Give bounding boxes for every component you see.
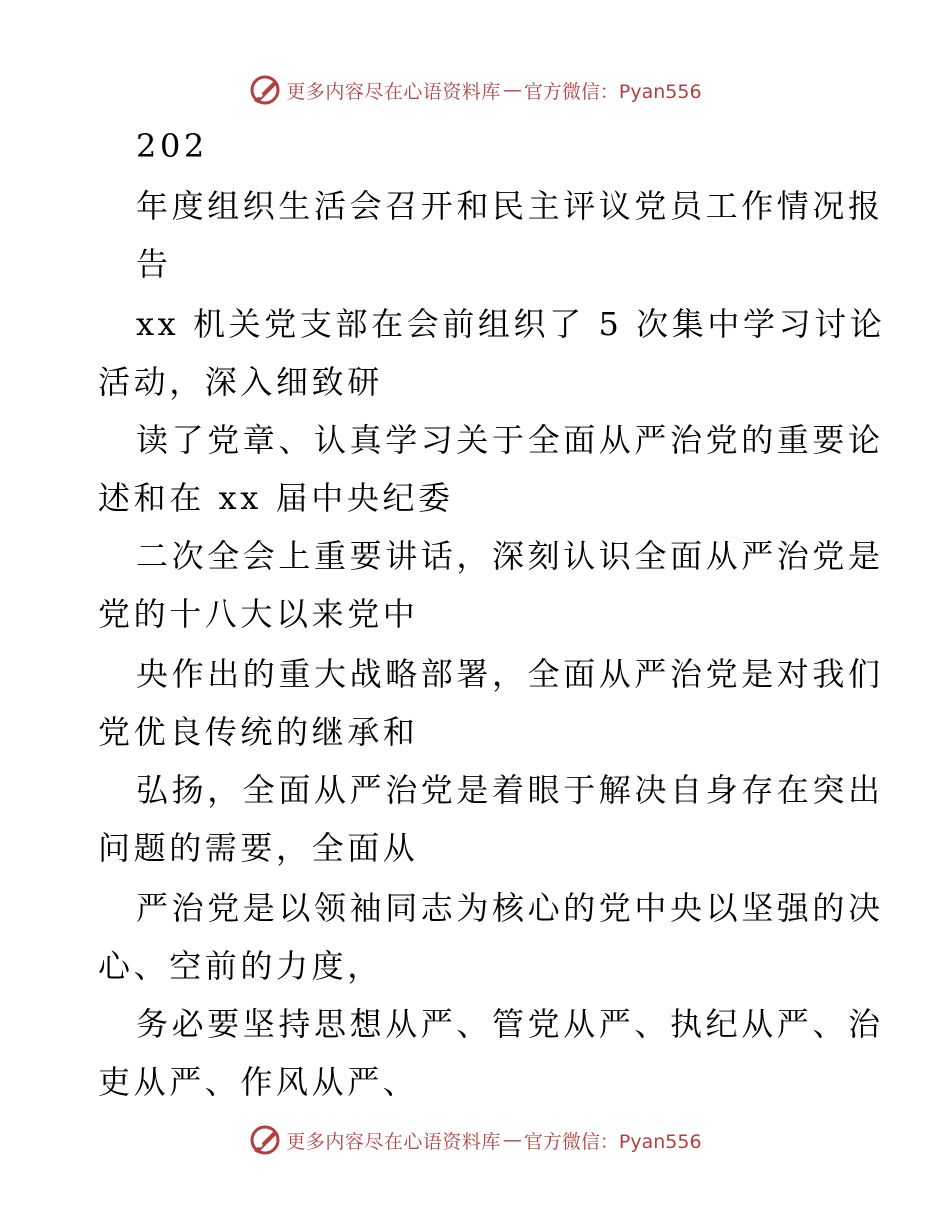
header-wechat: 官方微信：Pyan556 xyxy=(523,80,702,103)
footer-banner xyxy=(0,1120,950,1160)
doc-line: 严治党是以领袖同志为核心的党中央以坚强的决 xyxy=(136,889,884,927)
doc-line: 务必要坚持思想从严、管党从严、执纪从严、治 xyxy=(136,1005,884,1043)
doc-line: 问题的需要，全面从 xyxy=(98,829,419,867)
footer-banner-text: 更多内容尽在心语资料库 xyxy=(286,1130,501,1153)
header-banner-text: 更多内容尽在心语资料库 xyxy=(286,80,501,103)
doc-line: 读了党章、认真学习关于全面从严治党的重要论 xyxy=(136,421,884,459)
doc-line: 央作出的重大战略部署，全面从严治党是对我们 xyxy=(136,655,884,693)
quill-logo-icon xyxy=(248,73,282,107)
doc-line: 党优良传统的继承和 xyxy=(98,713,419,751)
header-banner xyxy=(0,70,950,110)
footer-separator: — xyxy=(502,1129,522,1151)
doc-line: 吏从严、作风从严、 xyxy=(98,1063,419,1101)
doc-line: 202 xyxy=(136,127,208,165)
footer-wechat: 官方微信：Pyan556 xyxy=(523,1130,702,1153)
header-separator: — xyxy=(502,79,522,101)
doc-line: 二次全会上重要讲话，深刻认识全面从严治党是 xyxy=(136,537,884,575)
doc-line: 年度组织生活会召开和民主评议党员工作情况报 xyxy=(136,187,884,225)
doc-line: 党的十八大以来党中 xyxy=(98,595,419,633)
doc-line: 述和在 xx 届中央纪委 xyxy=(98,479,454,517)
doc-line: 活动，深入细致研 xyxy=(98,363,383,401)
doc-line: 弘扬，全面从严治党是着眼于解决自身存在突出 xyxy=(136,771,884,809)
doc-line: 心、空前的力度， xyxy=(98,947,383,985)
doc-line: xx 机关党支部在会前组织了 5 次集中学习讨论 xyxy=(136,305,886,343)
doc-line: 告 xyxy=(136,245,172,283)
quill-logo-icon xyxy=(248,1123,282,1157)
